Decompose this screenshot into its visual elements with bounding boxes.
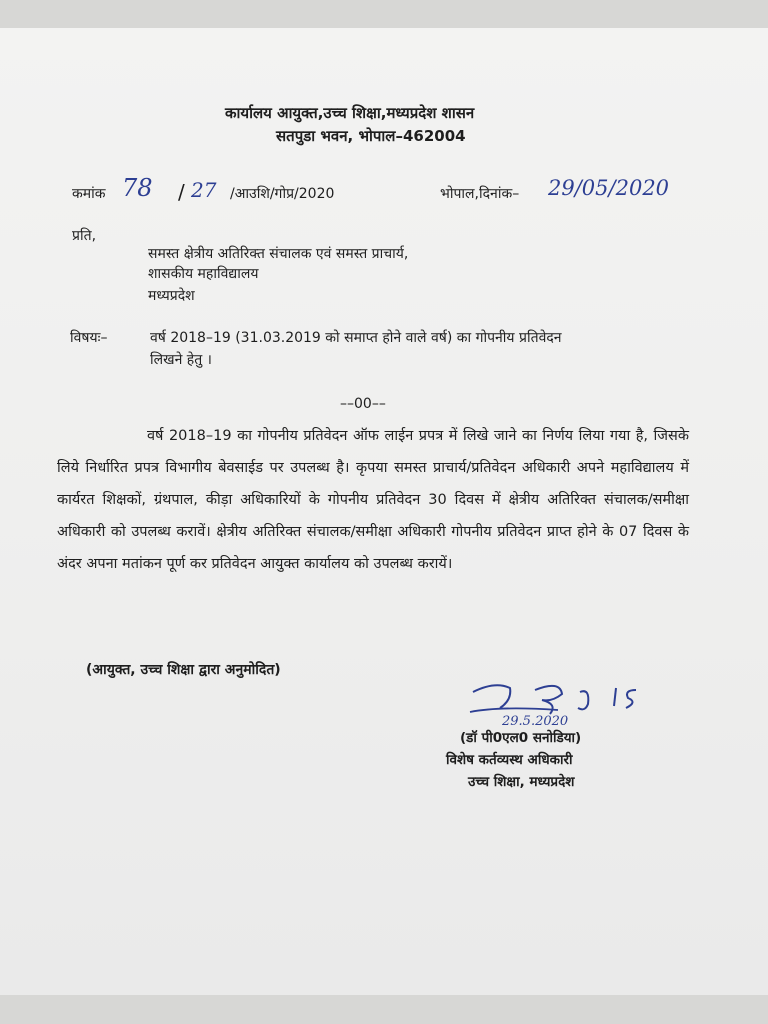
reference-number-handwritten-2: 27	[191, 178, 217, 202]
signatory-name: (डॉ पी0एल0 सनोडिया)	[460, 730, 582, 746]
reference-number-handwritten: 78	[122, 174, 153, 202]
signatory-designation: विशेष कर्तव्यस्थ अधिकारी	[446, 752, 573, 768]
subject-line-2: लिखने हेतु ।	[150, 352, 212, 368]
office-address: सतपुडा भवन, भोपाल–462004	[276, 127, 466, 145]
reference-suffix: /आउशि/गोप्र/2020	[230, 186, 335, 202]
separator: ––00––	[340, 396, 386, 412]
body-paragraph	[57, 420, 689, 580]
office-heading: कार्यालय आयुक्त,उच्च शिक्षा,मध्यप्रदेश शासन	[225, 104, 475, 122]
signatory-department: उच्च शिक्षा, मध्यप्रदेश	[468, 774, 575, 790]
recipient-line-2: शासकीय महाविद्यालय	[148, 266, 259, 282]
date-handwritten: 29/05/2020	[548, 176, 670, 200]
recipient-line-3: मध्यप्रदेश	[148, 288, 195, 304]
signature-date-handwritten: 29.5.2020	[502, 714, 569, 729]
approval-note: (आयुक्त, उच्च शिक्षा द्वारा अनुमोदित)	[86, 662, 281, 678]
place-date-label: भोपाल,दिनांक–	[440, 186, 520, 202]
body-text: वर्ष 2018–19 का गोपनीय प्रतिवेदन ऑफ लाईन प्रपत्र में लिखे जाने का निर्णय लिया गया है, जिसके लिये निर्धारित प्रपत्र विभागीय बेवसाईड पर उपलब्ध है। कृपया समस्त प्राचार्य/प्रतिवेदन अधिकारी अपने महाविद्यालय में कार्यरत शिक्षकों, ग्रंथपाल, कीड़ा अधिकारियों के गोपनीय प्रतिवेदन 30 दिवस में क्षेत्रीय अतिरिक्त संचालक/समीक्षा अधिकारी को उपलब्ध करावें। क्षेत्रीय अतिरिक्त संचालक/समीक्षा अधिकारी गोपनीय प्रतिवेदन प्राप्त होने के 07 दिवस के अंदर अपना मतांकन पूर्ण कर प्रतिवेदन आयुक्त कार्यालय को उपलब्ध करायें।	[57, 428, 689, 572]
reference-slash: /	[178, 180, 185, 204]
subject-label: विषयः–	[70, 330, 108, 346]
to-label: प्रति,	[72, 228, 97, 244]
letter-page	[0, 28, 768, 995]
subject-line-1: वर्ष 2018–19 (31.03.2019 को समाप्त होने वाले वर्ष) का गोपनीय प्रतिवेदन	[150, 330, 562, 346]
recipient-line-1: समस्त क्षेत्रीय अतिरिक्त संचालक एवं समस्त प्राचार्य,	[148, 246, 409, 262]
reference-prefix: कमांक	[72, 186, 106, 202]
